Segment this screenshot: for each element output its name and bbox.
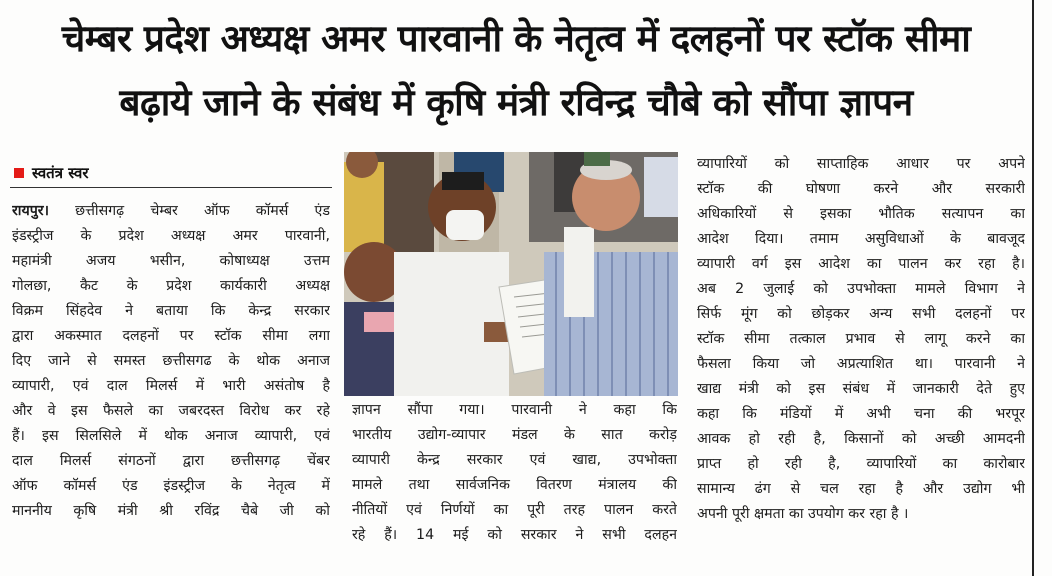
byline-text: स्वतंत्र स्वर	[32, 164, 89, 182]
column-line: कहा कि मंडियों में अभी चना की भरपूर	[697, 406, 1025, 422]
column-line: दिए जाने से समस्त छत्तीसगढ के थोक अनाज	[12, 353, 330, 369]
article-column-3	[697, 152, 1025, 527]
column-line: ज्ञापन सौंपा गया। पारवानी ने कहा कि	[352, 402, 677, 418]
photo-illustration	[344, 152, 678, 396]
column-line: नीतियों एवं निर्णयों का पूरी तरह पालन करते	[352, 502, 677, 518]
article-column-1	[12, 199, 330, 524]
column-line: माननीय कृषि मंत्री श्री रविंद्र चैबे जी को	[12, 503, 330, 519]
column-line: फैसला किया जो अप्रत्याशित था। पारवानी ने	[697, 356, 1025, 372]
column-line: ऑफ कॉमर्स एंड इंडस्ट्रीज के नेतृत्व में	[12, 478, 330, 494]
column-line: दाल मिलर्स संगठनों द्वारा छत्तीसगढ़ चेंबर	[12, 453, 330, 469]
news-photo	[344, 152, 678, 396]
column-line: सिर्फ मूंग को छोड़कर अन्य सभी दलहनों पर	[697, 306, 1025, 322]
column-line: विक्रम सिंहदेव ने बताया कि केन्द्र सरकार	[12, 303, 330, 319]
column-line: इंडस्ट्रीज के प्रदेश अध्यक्ष अमर पारवानी,	[12, 228, 330, 244]
column-line: अब 2 जुलाई को उपभोक्ता मामले विभाग ने	[697, 281, 1025, 297]
column-line: खाद्य मंत्री को इस संबंध में जानकारी देते हुए	[697, 381, 1025, 397]
column-line: मामले तथा सार्वजनिक वितरण मंत्रालय की	[352, 477, 677, 493]
column-line: सामान्य ढंग से चल रहा है और उद्योग भी	[697, 481, 1025, 497]
column-line: प्राप्त हो रही है, व्यापारियों का कारोबार	[697, 456, 1025, 472]
red-square-icon	[14, 168, 24, 178]
column-line	[12, 199, 330, 224]
headline-line-2: बढ़ाये जाने के संबंध में कृषि मंत्री रविन्द्र चौबे को सौंपा ज्ञापन	[119, 81, 913, 124]
column-line: व्यापारी, एवं दाल मिलर्स में भारी असंतोष है	[12, 378, 330, 394]
column-line: अपनी पूरी क्षमता का उपयोग कर रहा है ।	[697, 506, 909, 522]
line-text: छत्तीसगढ़ चेम्बर ऑफ कॉमर्स एंड	[48, 203, 330, 219]
column-line: और वे इस फैसले का जबरदस्त विरोध कर रहे	[12, 403, 330, 419]
column-line: भारतीय उद्योग-व्यापार मंडल के सात करोड़	[352, 427, 677, 443]
column-line: द्वारा अकस्मात दलहनों पर स्टॉक सीमा लगा	[12, 328, 330, 344]
column-line: महामंत्री अजय भसीन, कोषाध्यक्ष उत्तम	[12, 253, 330, 269]
column-line: व्यापारी वर्ग इस आदेश का पालन कर रहा है।	[697, 256, 1025, 272]
column-line: गोलछा, कैट के प्रदेश कार्यकारी अध्यक्ष	[12, 278, 330, 294]
byline-underline	[10, 187, 332, 188]
column-line: आवक हो रही है, किसानों को अच्छी आमदनी	[697, 431, 1025, 447]
column-line: स्टॉक सीमा तत्काल प्रभाव से लागू करने का	[697, 331, 1025, 347]
byline	[14, 163, 89, 183]
article-column-2	[352, 398, 677, 548]
column-line: अधिकारियों से इसका भौतिक सत्यापन का	[697, 206, 1025, 222]
column-line: हैं। इस सिलसिले में थोक अनाज व्यापारी, एवं	[12, 428, 330, 444]
dateline: रायपुर।	[12, 203, 49, 219]
column-line: आदेश दिया। तमाम असुविधाओं के बावजूद	[697, 231, 1025, 247]
column-line: व्यापारियों को साप्ताहिक आधार पर अपने	[697, 156, 1025, 172]
column-divider	[1032, 0, 1034, 576]
headline-line-1: चेम्बर प्रदेश अध्यक्ष अमर पारवानी के नेतृत्व में दलहनों पर स्टॉक सीमा	[61, 17, 971, 60]
column-line: व्यापारी केन्द्र सरकार एवं खाद्य, उपभोक्ता	[352, 452, 677, 468]
column-line: रहे हैं। 14 मई को सरकार ने सभी दलहन	[352, 527, 677, 543]
column-line: स्टॉक की घोषणा करने और सरकारी	[697, 181, 1025, 197]
